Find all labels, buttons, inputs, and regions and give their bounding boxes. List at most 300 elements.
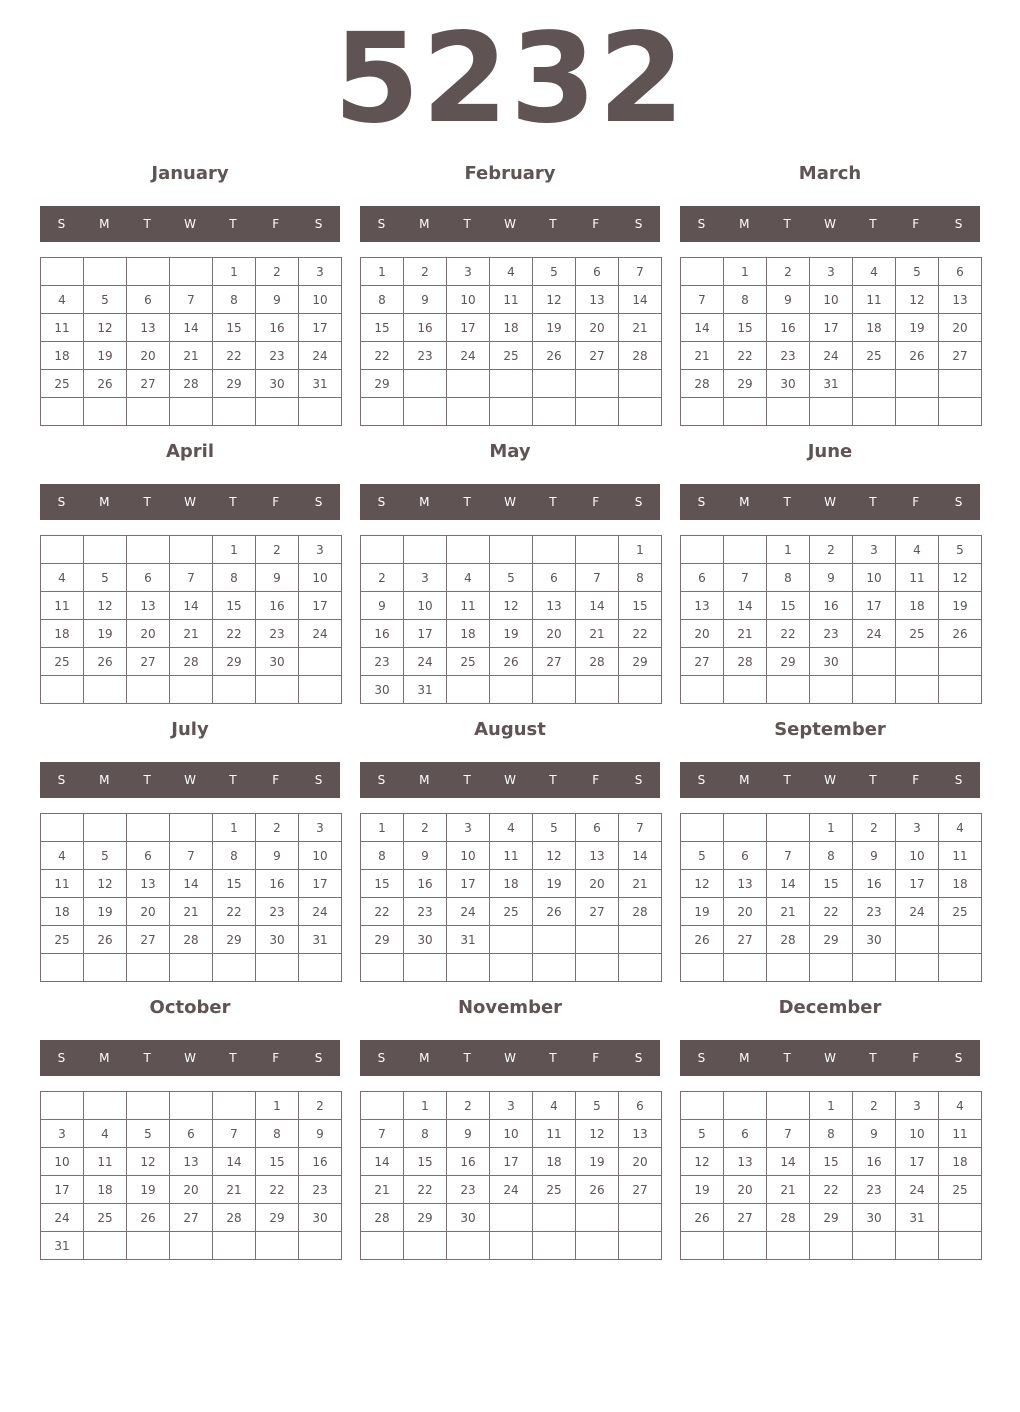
day-cell: 11 bbox=[939, 1120, 982, 1148]
week-row bbox=[361, 620, 662, 648]
day-cell: 20 bbox=[170, 1176, 213, 1204]
day-cell: 21 bbox=[681, 342, 724, 370]
empty-day-cell bbox=[84, 676, 127, 704]
day-cell: 29 bbox=[404, 1204, 447, 1232]
day-cell: 22 bbox=[213, 620, 256, 648]
day-cell: 9 bbox=[361, 592, 404, 620]
week-row bbox=[681, 398, 982, 426]
day-cell: 17 bbox=[41, 1176, 84, 1204]
weekday-label: F bbox=[272, 217, 280, 231]
day-grid bbox=[40, 1091, 342, 1260]
day-cell: 2 bbox=[256, 258, 299, 286]
day-cell: 8 bbox=[213, 286, 256, 314]
empty-day-cell bbox=[170, 536, 213, 564]
day-cell: 24 bbox=[447, 898, 490, 926]
week-row bbox=[41, 398, 342, 426]
empty-day-cell bbox=[681, 536, 724, 564]
empty-day-cell bbox=[619, 926, 662, 954]
empty-day-cell bbox=[576, 398, 619, 426]
weekday-label: S bbox=[57, 217, 66, 231]
day-cell: 21 bbox=[619, 870, 662, 898]
weekday-label: W bbox=[824, 1051, 836, 1065]
day-cell: 29 bbox=[361, 926, 404, 954]
day-cell: 25 bbox=[853, 342, 896, 370]
weekday-label: M bbox=[99, 773, 110, 787]
weekday-label: S bbox=[57, 495, 66, 509]
empty-day-cell bbox=[767, 954, 810, 982]
day-cell: 24 bbox=[896, 898, 939, 926]
week-row bbox=[41, 1092, 342, 1120]
day-cell: 31 bbox=[299, 370, 342, 398]
month-name: December bbox=[778, 997, 882, 1018]
empty-day-cell bbox=[404, 398, 447, 426]
day-cell: 28 bbox=[361, 1204, 404, 1232]
day-cell: 11 bbox=[939, 842, 982, 870]
empty-day-cell bbox=[84, 258, 127, 286]
empty-day-cell bbox=[896, 1232, 939, 1260]
day-cell: 19 bbox=[576, 1148, 619, 1176]
day-cell: 24 bbox=[896, 1176, 939, 1204]
weekday-label: F bbox=[592, 217, 600, 231]
weekday-label: S bbox=[57, 1051, 66, 1065]
day-cell: 27 bbox=[127, 648, 170, 676]
empty-day-cell bbox=[213, 954, 256, 982]
weekday-label: W bbox=[184, 217, 196, 231]
empty-day-cell bbox=[170, 398, 213, 426]
month-name: November bbox=[457, 997, 563, 1018]
weekday-label: S bbox=[314, 773, 323, 787]
day-cell: 26 bbox=[84, 926, 127, 954]
weekday-label: M bbox=[419, 773, 430, 787]
day-cell: 23 bbox=[361, 648, 404, 676]
empty-day-cell bbox=[213, 1092, 256, 1120]
empty-day-cell bbox=[361, 536, 404, 564]
empty-day-cell bbox=[490, 1232, 533, 1260]
day-cell: 2 bbox=[810, 536, 853, 564]
day-cell: 15 bbox=[256, 1148, 299, 1176]
empty-day-cell bbox=[170, 954, 213, 982]
weekday-label: M bbox=[99, 495, 110, 509]
week-row bbox=[681, 258, 982, 286]
day-cell: 1 bbox=[810, 1092, 853, 1120]
day-cell: 7 bbox=[767, 842, 810, 870]
empty-day-cell bbox=[533, 954, 576, 982]
empty-day-cell bbox=[127, 814, 170, 842]
day-cell: 25 bbox=[490, 342, 533, 370]
day-cell: 1 bbox=[810, 814, 853, 842]
day-cell: 27 bbox=[724, 926, 767, 954]
empty-day-cell bbox=[896, 676, 939, 704]
day-cell: 16 bbox=[853, 1148, 896, 1176]
day-cell: 19 bbox=[939, 592, 982, 620]
day-cell: 16 bbox=[404, 870, 447, 898]
weekday-label: M bbox=[739, 495, 750, 509]
day-cell: 17 bbox=[853, 592, 896, 620]
day-cell: 31 bbox=[41, 1232, 84, 1260]
day-cell: 17 bbox=[404, 620, 447, 648]
day-cell: 13 bbox=[127, 314, 170, 342]
day-cell: 26 bbox=[896, 342, 939, 370]
day-cell: 27 bbox=[619, 1176, 662, 1204]
weekday-header bbox=[40, 206, 340, 242]
week-row bbox=[41, 870, 342, 898]
day-cell: 26 bbox=[939, 620, 982, 648]
day-cell: 12 bbox=[533, 842, 576, 870]
weekday-label: S bbox=[954, 1051, 963, 1065]
month-name: July bbox=[171, 719, 209, 740]
day-cell: 19 bbox=[84, 898, 127, 926]
day-cell: 7 bbox=[619, 814, 662, 842]
week-row bbox=[361, 954, 662, 982]
empty-day-cell bbox=[84, 814, 127, 842]
day-cell: 25 bbox=[41, 926, 84, 954]
empty-day-cell bbox=[41, 676, 84, 704]
day-grid bbox=[360, 257, 662, 426]
day-cell: 6 bbox=[681, 564, 724, 592]
day-cell: 19 bbox=[681, 1176, 724, 1204]
day-cell: 27 bbox=[576, 898, 619, 926]
weekday-label: S bbox=[377, 773, 386, 787]
day-cell: 25 bbox=[447, 648, 490, 676]
day-cell: 21 bbox=[170, 342, 213, 370]
empty-day-cell bbox=[170, 1092, 213, 1120]
day-cell: 20 bbox=[939, 314, 982, 342]
day-cell: 23 bbox=[256, 898, 299, 926]
day-cell: 9 bbox=[853, 1120, 896, 1148]
weekday-label: M bbox=[739, 1051, 750, 1065]
day-cell: 24 bbox=[853, 620, 896, 648]
day-cell: 23 bbox=[810, 620, 853, 648]
day-grid bbox=[360, 1091, 662, 1260]
day-cell: 15 bbox=[213, 592, 256, 620]
empty-day-cell bbox=[939, 398, 982, 426]
day-cell: 18 bbox=[939, 870, 982, 898]
weekday-label: T bbox=[783, 217, 791, 231]
empty-day-cell bbox=[404, 954, 447, 982]
week-row bbox=[681, 1148, 982, 1176]
day-cell: 10 bbox=[447, 842, 490, 870]
day-cell: 4 bbox=[41, 842, 84, 870]
empty-day-cell bbox=[127, 1092, 170, 1120]
empty-day-cell bbox=[681, 676, 724, 704]
day-cell: 20 bbox=[724, 1176, 767, 1204]
week-row bbox=[681, 314, 982, 342]
week-row bbox=[41, 1148, 342, 1176]
day-cell: 26 bbox=[681, 1204, 724, 1232]
empty-day-cell bbox=[256, 676, 299, 704]
week-row bbox=[41, 286, 342, 314]
weekday-label: T bbox=[143, 495, 151, 509]
day-cell: 15 bbox=[724, 314, 767, 342]
empty-day-cell bbox=[767, 1232, 810, 1260]
day-cell: 28 bbox=[170, 648, 213, 676]
day-cell: 21 bbox=[361, 1176, 404, 1204]
empty-day-cell bbox=[853, 954, 896, 982]
day-cell: 6 bbox=[576, 258, 619, 286]
empty-day-cell bbox=[84, 536, 127, 564]
day-cell: 23 bbox=[447, 1176, 490, 1204]
week-row bbox=[41, 954, 342, 982]
empty-day-cell bbox=[619, 370, 662, 398]
day-cell: 6 bbox=[170, 1120, 213, 1148]
empty-day-cell bbox=[939, 954, 982, 982]
day-cell: 28 bbox=[767, 1204, 810, 1232]
day-cell: 8 bbox=[810, 1120, 853, 1148]
day-cell: 11 bbox=[84, 1148, 127, 1176]
empty-day-cell bbox=[41, 536, 84, 564]
day-cell: 2 bbox=[256, 536, 299, 564]
week-row bbox=[361, 648, 662, 676]
day-cell: 14 bbox=[724, 592, 767, 620]
day-cell: 23 bbox=[299, 1176, 342, 1204]
day-cell: 23 bbox=[853, 1176, 896, 1204]
empty-day-cell bbox=[939, 370, 982, 398]
weekday-label: T bbox=[549, 217, 557, 231]
month-name: March bbox=[798, 163, 862, 184]
day-cell: 27 bbox=[576, 342, 619, 370]
empty-day-cell bbox=[724, 536, 767, 564]
weekday-label: T bbox=[463, 773, 471, 787]
day-cell: 12 bbox=[84, 314, 127, 342]
week-row bbox=[361, 258, 662, 286]
empty-day-cell bbox=[490, 926, 533, 954]
day-cell: 8 bbox=[213, 564, 256, 592]
day-cell: 28 bbox=[576, 648, 619, 676]
weekday-label: W bbox=[184, 495, 196, 509]
day-grid bbox=[680, 535, 982, 704]
day-cell: 2 bbox=[767, 258, 810, 286]
empty-day-cell bbox=[447, 398, 490, 426]
day-cell: 16 bbox=[256, 870, 299, 898]
day-cell: 30 bbox=[810, 648, 853, 676]
weekday-label: S bbox=[377, 217, 386, 231]
weekday-header bbox=[40, 1040, 340, 1076]
day-cell: 24 bbox=[41, 1204, 84, 1232]
weekday-label: W bbox=[184, 773, 196, 787]
weekday-header bbox=[40, 484, 340, 520]
weekday-label: F bbox=[592, 495, 600, 509]
day-cell: 22 bbox=[361, 342, 404, 370]
day-cell: 30 bbox=[256, 370, 299, 398]
day-cell: 20 bbox=[619, 1148, 662, 1176]
empty-day-cell bbox=[533, 1232, 576, 1260]
day-cell: 19 bbox=[490, 620, 533, 648]
weekday-label: F bbox=[912, 217, 920, 231]
empty-day-cell bbox=[299, 648, 342, 676]
day-cell: 18 bbox=[41, 898, 84, 926]
empty-day-cell bbox=[619, 398, 662, 426]
day-cell: 15 bbox=[361, 870, 404, 898]
day-cell: 11 bbox=[41, 314, 84, 342]
empty-day-cell bbox=[853, 648, 896, 676]
week-row bbox=[681, 814, 982, 842]
day-cell: 18 bbox=[853, 314, 896, 342]
day-cell: 25 bbox=[41, 648, 84, 676]
day-cell: 14 bbox=[681, 314, 724, 342]
day-cell: 2 bbox=[299, 1092, 342, 1120]
empty-day-cell bbox=[447, 676, 490, 704]
day-cell: 24 bbox=[447, 342, 490, 370]
empty-day-cell bbox=[576, 954, 619, 982]
day-cell: 15 bbox=[361, 314, 404, 342]
day-cell: 29 bbox=[619, 648, 662, 676]
weekday-label: S bbox=[954, 495, 963, 509]
day-cell: 9 bbox=[447, 1120, 490, 1148]
week-row bbox=[361, 1148, 662, 1176]
day-cell: 4 bbox=[490, 258, 533, 286]
day-cell: 11 bbox=[41, 870, 84, 898]
weekday-label: M bbox=[99, 1051, 110, 1065]
day-cell: 14 bbox=[361, 1148, 404, 1176]
week-row bbox=[41, 1120, 342, 1148]
day-cell: 1 bbox=[619, 536, 662, 564]
empty-day-cell bbox=[447, 370, 490, 398]
empty-day-cell bbox=[681, 398, 724, 426]
weekday-label: F bbox=[272, 1051, 280, 1065]
month-name: May bbox=[489, 441, 531, 462]
day-cell: 23 bbox=[404, 342, 447, 370]
day-cell: 20 bbox=[576, 314, 619, 342]
empty-day-cell bbox=[619, 1232, 662, 1260]
day-cell: 31 bbox=[896, 1204, 939, 1232]
day-cell: 12 bbox=[84, 592, 127, 620]
week-row bbox=[41, 898, 342, 926]
empty-day-cell bbox=[896, 926, 939, 954]
day-cell: 10 bbox=[896, 842, 939, 870]
day-cell: 10 bbox=[896, 1120, 939, 1148]
day-cell: 2 bbox=[853, 814, 896, 842]
week-row bbox=[681, 898, 982, 926]
day-cell: 29 bbox=[724, 370, 767, 398]
day-cell: 3 bbox=[810, 258, 853, 286]
day-cell: 12 bbox=[84, 870, 127, 898]
empty-day-cell bbox=[41, 258, 84, 286]
day-cell: 1 bbox=[724, 258, 767, 286]
day-cell: 26 bbox=[127, 1204, 170, 1232]
empty-day-cell bbox=[127, 1232, 170, 1260]
week-row bbox=[681, 1092, 982, 1120]
day-cell: 4 bbox=[84, 1120, 127, 1148]
week-row bbox=[41, 814, 342, 842]
empty-day-cell bbox=[256, 1232, 299, 1260]
week-row bbox=[361, 370, 662, 398]
weekday-label: W bbox=[504, 217, 516, 231]
week-row bbox=[361, 1092, 662, 1120]
day-cell: 11 bbox=[490, 842, 533, 870]
day-cell: 11 bbox=[853, 286, 896, 314]
weekday-label: F bbox=[912, 773, 920, 787]
empty-day-cell bbox=[213, 676, 256, 704]
day-cell: 20 bbox=[127, 342, 170, 370]
empty-day-cell bbox=[767, 398, 810, 426]
empty-day-cell bbox=[576, 370, 619, 398]
day-cell: 27 bbox=[939, 342, 982, 370]
day-cell: 27 bbox=[681, 648, 724, 676]
day-cell: 29 bbox=[213, 926, 256, 954]
day-cell: 31 bbox=[447, 926, 490, 954]
day-cell: 5 bbox=[127, 1120, 170, 1148]
day-cell: 8 bbox=[256, 1120, 299, 1148]
day-cell: 28 bbox=[681, 370, 724, 398]
week-row bbox=[41, 620, 342, 648]
empty-day-cell bbox=[490, 676, 533, 704]
weekday-label: F bbox=[912, 495, 920, 509]
weekday-label: T bbox=[869, 495, 877, 509]
empty-day-cell bbox=[361, 954, 404, 982]
month-name: September bbox=[774, 719, 886, 740]
day-cell: 31 bbox=[404, 676, 447, 704]
day-cell: 8 bbox=[724, 286, 767, 314]
day-cell: 30 bbox=[404, 926, 447, 954]
day-cell: 4 bbox=[447, 564, 490, 592]
day-cell: 30 bbox=[299, 1204, 342, 1232]
day-cell: 21 bbox=[724, 620, 767, 648]
empty-day-cell bbox=[724, 814, 767, 842]
day-cell: 17 bbox=[299, 592, 342, 620]
empty-day-cell bbox=[939, 926, 982, 954]
weekday-label: S bbox=[314, 217, 323, 231]
day-cell: 26 bbox=[84, 648, 127, 676]
empty-day-cell bbox=[256, 398, 299, 426]
week-row bbox=[41, 842, 342, 870]
weekday-label: F bbox=[592, 1051, 600, 1065]
weekday-label: M bbox=[419, 217, 430, 231]
empty-day-cell bbox=[576, 676, 619, 704]
weekday-label: S bbox=[377, 1051, 386, 1065]
day-cell: 10 bbox=[299, 286, 342, 314]
weekday-label: T bbox=[463, 217, 471, 231]
week-row bbox=[681, 620, 982, 648]
week-row bbox=[681, 342, 982, 370]
day-cell: 10 bbox=[447, 286, 490, 314]
empty-day-cell bbox=[576, 1232, 619, 1260]
day-cell: 17 bbox=[896, 1148, 939, 1176]
week-row bbox=[41, 314, 342, 342]
day-cell: 20 bbox=[576, 870, 619, 898]
day-cell: 9 bbox=[404, 842, 447, 870]
weekday-label: S bbox=[634, 1051, 643, 1065]
weekday-label: T bbox=[783, 495, 791, 509]
empty-day-cell bbox=[724, 398, 767, 426]
weekday-label: T bbox=[229, 1051, 237, 1065]
empty-day-cell bbox=[853, 676, 896, 704]
day-grid bbox=[680, 813, 982, 982]
day-cell: 12 bbox=[490, 592, 533, 620]
day-cell: 16 bbox=[256, 314, 299, 342]
empty-day-cell bbox=[84, 1092, 127, 1120]
day-cell: 13 bbox=[681, 592, 724, 620]
day-cell: 12 bbox=[681, 1148, 724, 1176]
weekday-header bbox=[680, 1040, 980, 1076]
day-cell: 29 bbox=[810, 1204, 853, 1232]
weekday-label: S bbox=[954, 217, 963, 231]
day-cell: 18 bbox=[447, 620, 490, 648]
day-cell: 23 bbox=[404, 898, 447, 926]
day-cell: 1 bbox=[213, 814, 256, 842]
day-cell: 15 bbox=[213, 314, 256, 342]
day-cell: 5 bbox=[490, 564, 533, 592]
weekday-label: F bbox=[912, 1051, 920, 1065]
day-cell: 26 bbox=[490, 648, 533, 676]
day-cell: 18 bbox=[490, 870, 533, 898]
empty-day-cell bbox=[299, 1232, 342, 1260]
weekday-label: M bbox=[419, 495, 430, 509]
day-cell: 4 bbox=[41, 564, 84, 592]
day-cell: 9 bbox=[256, 286, 299, 314]
day-cell: 8 bbox=[361, 842, 404, 870]
day-cell: 5 bbox=[533, 814, 576, 842]
day-cell: 13 bbox=[724, 1148, 767, 1176]
